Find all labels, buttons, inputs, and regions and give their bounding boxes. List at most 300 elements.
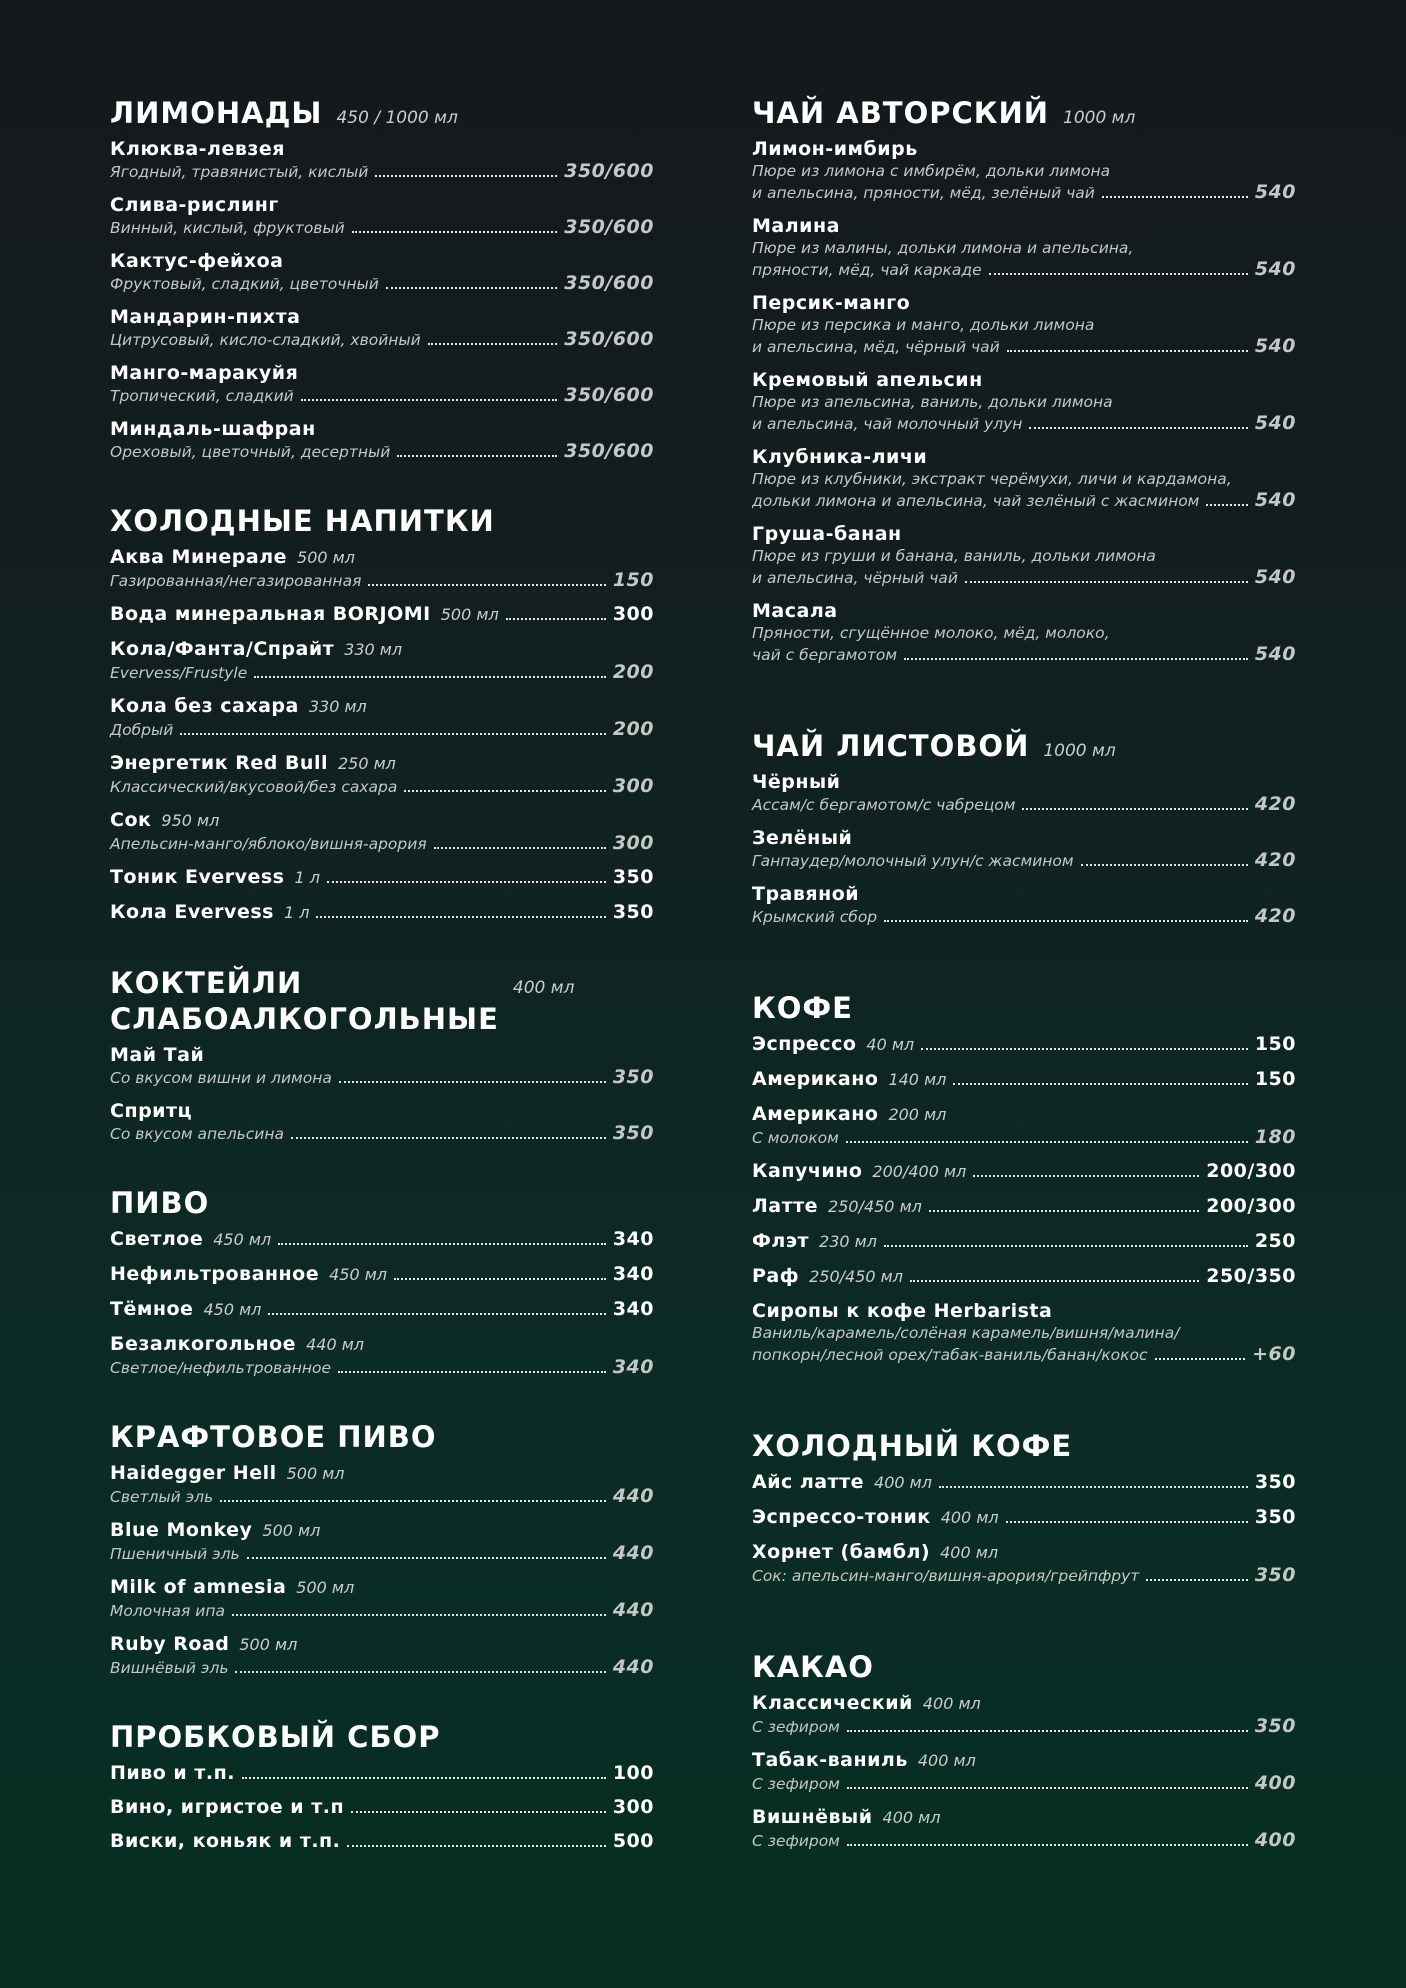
- item-name-row: [110, 1332, 654, 1357]
- item-description: [752, 794, 1296, 816]
- menu-section: [110, 1719, 654, 1853]
- item-name: Энергетик Red Bull: [110, 752, 328, 774]
- item-name-row: [752, 1264, 1296, 1289]
- item-price: 200: [612, 661, 654, 683]
- menu-item: [110, 361, 654, 407]
- item-name-row: [752, 1194, 1296, 1219]
- dot-leader: [316, 916, 605, 918]
- menu-item: [752, 214, 1296, 281]
- menu-section: [752, 1428, 1296, 1587]
- menu-section: [752, 728, 1296, 928]
- item-description-text: попкорн/лесной орех/табак-ваниль/банан/кокос: [752, 1346, 1148, 1364]
- item-name: Лимон-имбирь: [752, 138, 918, 160]
- item-name-row: [752, 1691, 1296, 1716]
- section-header: [110, 1719, 654, 1755]
- dot-leader: [506, 618, 606, 620]
- menu-item: [752, 1032, 1296, 1057]
- item-name: Американо: [752, 1068, 879, 1090]
- item-name-row: [110, 1099, 654, 1123]
- item-price: 300: [612, 603, 654, 625]
- item-name: Латте: [752, 1195, 819, 1217]
- menu-section: [110, 503, 654, 925]
- item-name: Тоник Evervess: [110, 866, 285, 888]
- menu-section: [110, 1185, 654, 1379]
- item-name-row: [752, 1505, 1296, 1530]
- menu-item: [752, 1540, 1296, 1587]
- item-description-text: Пюре из малины, дольки лимона и апельсина,: [752, 239, 1134, 257]
- item-price: 350/600: [564, 328, 654, 350]
- item-description: [752, 1830, 1296, 1852]
- item-name: Раф: [752, 1265, 800, 1287]
- item-volume: 500 мл: [440, 605, 499, 624]
- dot-leader: [921, 1048, 1248, 1050]
- item-name-row: [110, 1761, 654, 1785]
- item-name-row: [110, 1227, 654, 1252]
- section-header: [110, 1419, 654, 1455]
- item-name-row: [110, 1461, 654, 1486]
- item-description: [752, 906, 1296, 928]
- item-name: Зелёный: [752, 827, 853, 849]
- item-name: Безалкогольное: [110, 1333, 297, 1355]
- item-volume: 200/400 мл: [872, 1162, 967, 1181]
- menu-item: [752, 1102, 1296, 1149]
- dot-leader: [347, 1845, 605, 1847]
- menu-item: [110, 137, 654, 183]
- item-name-row: [752, 1067, 1296, 1092]
- item-description-text: и апельсина, чай молочный улун: [752, 415, 1023, 433]
- menu-item: [110, 900, 654, 925]
- item-price: 540: [1254, 643, 1296, 665]
- item-name: Кремовый апельсин: [752, 369, 983, 391]
- section-volume-note: 1000 мл: [1043, 741, 1116, 761]
- menu-item: [110, 305, 654, 351]
- item-description-text: Пюре из апельсина, ваниль, дольки лимона: [752, 393, 1113, 411]
- item-price: 500: [612, 1830, 654, 1852]
- item-price: 440: [612, 1485, 654, 1507]
- dot-leader: [404, 790, 605, 792]
- dot-leader: [1007, 350, 1248, 352]
- item-price: 540: [1254, 489, 1296, 511]
- dot-leader: [351, 1811, 606, 1813]
- item-name-row: [752, 1102, 1296, 1127]
- menu-item: [752, 1470, 1296, 1495]
- item-description: [752, 259, 1296, 281]
- item-description: [752, 623, 1296, 644]
- item-name-row: [110, 637, 654, 662]
- item-name-row: [752, 1540, 1296, 1565]
- item-name: Пиво и т.п.: [110, 1762, 235, 1784]
- item-price: 420: [1254, 793, 1296, 815]
- item-description: [110, 1543, 654, 1565]
- item-name-row: [752, 599, 1296, 623]
- item-volume: 1 л: [294, 868, 320, 887]
- menu-item: [752, 1229, 1296, 1254]
- dot-leader: [989, 273, 1248, 275]
- item-description-text: Сок: апельсин-манго/вишня-арория/грейпфрут: [752, 1567, 1140, 1585]
- item-name-row: [110, 900, 654, 925]
- item-name: Клюква-левзея: [110, 138, 285, 160]
- dot-leader: [220, 1500, 606, 1502]
- dot-leader: [904, 658, 1248, 660]
- item-description: [752, 546, 1296, 567]
- item-name: Клубника-личи: [752, 446, 928, 468]
- menu-item: [110, 637, 654, 684]
- menu-item: [752, 1748, 1296, 1795]
- item-name: Нефильтрованное: [110, 1263, 320, 1285]
- item-description: [752, 1344, 1296, 1366]
- item-price: 350: [1254, 1471, 1296, 1493]
- item-name-row: [110, 305, 654, 329]
- item-name: Вишнёвый: [752, 1806, 873, 1828]
- dot-leader: [278, 1243, 606, 1245]
- dot-leader: [973, 1175, 1199, 1177]
- dot-leader: [846, 1141, 1248, 1143]
- item-description-text: Классический/вкусовой/без сахара: [110, 778, 398, 796]
- item-name-row: [110, 1829, 654, 1853]
- item-volume: 950 мл: [161, 811, 220, 830]
- item-description: [110, 385, 654, 407]
- item-description: [752, 315, 1296, 336]
- item-price: 350/600: [564, 160, 654, 182]
- menu-item: [752, 445, 1296, 512]
- item-price: 440: [612, 1656, 654, 1678]
- item-description-text: Светлый эль: [110, 1488, 214, 1506]
- item-name: Сиропы к кофе Herbarista: [752, 1300, 1053, 1322]
- menu-section: [752, 95, 1296, 666]
- item-description-text: Ассам/с бергамотом/с чабрецом: [752, 796, 1016, 814]
- item-price: 350: [612, 1122, 654, 1144]
- dot-leader: [180, 733, 606, 735]
- item-description-text: Светлое/нефильтрованное: [110, 1359, 331, 1377]
- item-volume: 440 мл: [306, 1335, 364, 1354]
- section-header: [752, 1428, 1296, 1464]
- item-name-row: [110, 602, 654, 627]
- item-name-row: [110, 1795, 654, 1819]
- item-name: Вино, игристое и т.п: [110, 1796, 345, 1818]
- item-description-text: С молоком: [752, 1129, 839, 1147]
- menu-item: [110, 1632, 654, 1679]
- item-name-row: [110, 694, 654, 719]
- menu-section: [110, 965, 654, 1145]
- section-header: [752, 95, 1296, 131]
- item-description-text: Добрый: [110, 721, 174, 739]
- item-name-row: [110, 193, 654, 217]
- item-description-text: Ягодный, травянистый, кислый: [110, 163, 369, 181]
- item-description-text: Апельсин-манго/яблоко/вишня-арория: [110, 835, 427, 853]
- item-volume: 400 мл: [882, 1808, 941, 1827]
- item-description-text: Пюре из груши и банана, ваниль, дольки лимона: [752, 547, 1156, 565]
- dot-leader: [242, 1777, 606, 1779]
- item-volume: 140 мл: [888, 1070, 947, 1089]
- item-description-text: Ваниль/карамель/солёная карамель/вишня/малина/: [752, 1324, 1180, 1342]
- item-name-row: [752, 770, 1296, 794]
- dot-leader: [1081, 864, 1248, 866]
- menu-item: [110, 1575, 654, 1622]
- item-description: [110, 719, 654, 741]
- item-volume: 400 мл: [874, 1473, 932, 1492]
- item-name: Кола Evervess: [110, 901, 274, 923]
- dot-leader: [247, 1557, 606, 1559]
- item-description-text: Пюре из клубники, экстракт черёмухи, личи и кардамона,: [752, 470, 1232, 488]
- section-header: [110, 95, 654, 131]
- item-description: [752, 1773, 1296, 1795]
- menu-item: [752, 1067, 1296, 1092]
- item-description-text: Пюре из лимона с имбирём, дольки лимона: [752, 162, 1111, 180]
- item-volume: 250 мл: [337, 754, 396, 773]
- item-price: 300: [612, 775, 654, 797]
- item-name-row: [752, 1032, 1296, 1057]
- item-name: Milk of amnesia: [110, 1576, 287, 1598]
- dot-leader: [338, 1371, 606, 1373]
- item-price: 340: [612, 1356, 654, 1378]
- dot-leader: [910, 1280, 1199, 1282]
- menu-item: [110, 1297, 654, 1322]
- item-name: Аква Минерале: [110, 546, 288, 568]
- dot-leader: [375, 175, 557, 177]
- menu-item: [752, 522, 1296, 589]
- item-description: [110, 1357, 654, 1379]
- item-name: Мандарин-пихта: [110, 306, 301, 328]
- dot-leader: [235, 1671, 605, 1673]
- item-name: Слива-рислинг: [110, 194, 279, 216]
- dot-leader: [1155, 1358, 1246, 1360]
- item-description: [110, 776, 654, 798]
- item-name-row: [110, 1518, 654, 1543]
- item-name-row: [752, 1470, 1296, 1495]
- item-price: 340: [612, 1228, 654, 1250]
- item-volume: 500 мл: [239, 1635, 298, 1654]
- item-name-row: [110, 137, 654, 161]
- item-price: 540: [1254, 566, 1296, 588]
- section-header: [110, 503, 654, 539]
- item-volume: 40 мл: [866, 1035, 915, 1054]
- section-title: КАКАО: [752, 1650, 874, 1684]
- dot-leader: [394, 1278, 606, 1280]
- item-description-text: С зефиром: [752, 1775, 840, 1793]
- item-name: Груша-банан: [752, 523, 902, 545]
- section-title: КОФЕ: [752, 991, 853, 1025]
- dot-leader: [397, 455, 557, 457]
- item-name-row: [752, 1229, 1296, 1254]
- item-description: [110, 662, 654, 684]
- menu-item: [752, 770, 1296, 816]
- section-title: ЧАЙ АВТОРСКИЙ: [752, 96, 1050, 130]
- item-description: [110, 1486, 654, 1508]
- item-name-row: [752, 522, 1296, 546]
- section-header: [752, 1649, 1296, 1685]
- item-volume: 450 мл: [329, 1265, 388, 1284]
- item-description-text: Винный, кислый, фруктовый: [110, 219, 345, 237]
- item-description-text: пряности, мёд, чай каркаде: [752, 261, 982, 279]
- menu-item: [752, 137, 1296, 204]
- section-title: ЧАЙ ЛИСТОВОЙ: [752, 729, 1030, 763]
- menu-section: [752, 1649, 1296, 1852]
- dot-leader: [301, 399, 558, 401]
- section-title: КРАФТОВОЕ ПИВО: [110, 1420, 437, 1454]
- item-name-row: [110, 545, 654, 570]
- item-description-text: Газированная/негазированная: [110, 572, 362, 590]
- item-description: [110, 1123, 654, 1145]
- item-name-row: [752, 137, 1296, 161]
- item-description-text: Пшеничный эль: [110, 1545, 240, 1563]
- menu-item: [110, 1099, 654, 1145]
- item-name: Айс латте: [752, 1471, 865, 1493]
- menu-item: [752, 368, 1296, 435]
- menu-section: [110, 1419, 654, 1679]
- dot-leader: [929, 1210, 1199, 1212]
- item-volume: 500 мл: [286, 1464, 345, 1483]
- dot-leader: [884, 920, 1248, 922]
- item-name: Эспрессо: [752, 1033, 857, 1055]
- item-name: Хорнет (бамбл): [752, 1541, 931, 1563]
- dot-leader: [847, 1844, 1248, 1846]
- section-header: [110, 1185, 654, 1221]
- menu-item: [110, 1043, 654, 1089]
- item-price: 540: [1254, 181, 1296, 203]
- item-volume: 500 мл: [297, 548, 355, 567]
- item-volume: 330 мл: [308, 697, 367, 716]
- item-price: 350/600: [564, 384, 654, 406]
- item-description-text: Вишнёвый эль: [110, 1659, 229, 1677]
- item-description: [752, 238, 1296, 259]
- item-description-text: Тропический, сладкий: [110, 387, 294, 405]
- item-description: [110, 441, 654, 463]
- menu-item: [110, 417, 654, 463]
- item-price: 350: [612, 866, 654, 888]
- item-price: 300: [612, 1796, 654, 1818]
- item-description-text: Evervess/Frustyle: [110, 664, 248, 682]
- item-description-text: и апельсина, чёрный чай: [752, 569, 958, 587]
- dot-leader: [1146, 1579, 1248, 1581]
- item-name: Haidegger Hell: [110, 1462, 277, 1484]
- menu-item: [110, 751, 654, 798]
- item-volume: 400 мл: [917, 1751, 976, 1770]
- menu-item: [110, 1227, 654, 1252]
- section-title: ПРОБКОВЫЙ СБОР: [110, 1720, 441, 1754]
- item-description-text: чай с бергамотом: [752, 646, 898, 664]
- item-description-text: Со вкусом вишни и лимона: [110, 1069, 332, 1087]
- dot-leader: [434, 847, 606, 849]
- menu-item: [110, 808, 654, 855]
- item-name: Травяной: [752, 883, 860, 905]
- item-description: [110, 1657, 654, 1679]
- item-price: 540: [1254, 335, 1296, 357]
- item-name: Персик-манго: [752, 292, 911, 314]
- item-volume: 250/450 мл: [809, 1267, 903, 1286]
- item-name-row: [110, 808, 654, 833]
- item-description-text: дольки лимона и апельсина, чай зелёный с жасмином: [752, 492, 1200, 510]
- dot-leader: [327, 881, 606, 883]
- menu-item: [752, 1299, 1296, 1366]
- section-header: [752, 990, 1296, 1026]
- item-description: [752, 850, 1296, 872]
- item-price: 180: [1254, 1126, 1296, 1148]
- menu-item: [110, 545, 654, 592]
- menu-item: [752, 1505, 1296, 1530]
- menu-item: [110, 1518, 654, 1565]
- item-name-row: [752, 1299, 1296, 1323]
- item-volume: 400 мл: [940, 1543, 999, 1562]
- item-description: [752, 469, 1296, 490]
- item-price: 150: [1254, 1033, 1296, 1055]
- item-price: 100: [612, 1762, 654, 1784]
- item-price: 400: [1254, 1772, 1296, 1794]
- menu-item: [752, 1805, 1296, 1852]
- section-volume-note: 450 / 1000 мл: [336, 108, 458, 128]
- item-price: 350: [1254, 1715, 1296, 1737]
- item-price: 440: [612, 1542, 654, 1564]
- item-description: [752, 644, 1296, 666]
- menu-item: [110, 1761, 654, 1785]
- menu-section: [110, 95, 654, 463]
- item-description-text: и апельсина, мёд, чёрный чай: [752, 338, 1000, 356]
- item-name: Май Тай: [110, 1044, 205, 1066]
- item-description-text: Ганпаудер/молочный улун/с жасмином: [752, 852, 1074, 870]
- item-price: 350: [1254, 1564, 1296, 1586]
- dot-leader: [428, 343, 558, 345]
- item-name-row: [110, 1575, 654, 1600]
- item-name-row: [110, 361, 654, 385]
- item-description-text: С зефиром: [752, 1832, 840, 1850]
- dot-leader: [953, 1083, 1247, 1085]
- item-description: [110, 833, 654, 855]
- dot-leader: [1102, 196, 1248, 198]
- menu-item: [752, 826, 1296, 872]
- menu-item: [110, 1829, 654, 1853]
- item-name-row: [110, 249, 654, 273]
- section-volume-note: 400 мл: [512, 978, 575, 998]
- item-description: [752, 1323, 1296, 1344]
- item-description: [752, 490, 1296, 512]
- menu-item: [110, 193, 654, 239]
- section-title: ХОЛОДНЫЙ КОФЕ: [752, 1429, 1073, 1463]
- item-description-text: Молочная ипа: [110, 1602, 225, 1620]
- item-price: 440: [612, 1599, 654, 1621]
- item-name-row: [110, 417, 654, 441]
- section-header: [752, 728, 1296, 764]
- item-name-row: [752, 368, 1296, 392]
- item-name: Blue Monkey: [110, 1519, 253, 1541]
- item-name-row: [752, 291, 1296, 315]
- dot-leader: [352, 231, 557, 233]
- item-description: [110, 1067, 654, 1089]
- menu-item: [752, 1691, 1296, 1738]
- item-name: Малина: [752, 215, 840, 237]
- item-description: [752, 1127, 1296, 1149]
- item-price: 200: [612, 718, 654, 740]
- item-volume: 330 мл: [344, 640, 403, 659]
- item-description-text: Со вкусом апельсина: [110, 1125, 284, 1143]
- item-name-row: [110, 1262, 654, 1287]
- left-column: [110, 95, 654, 1863]
- item-volume: 250/450 мл: [828, 1197, 922, 1216]
- item-name: Светлое: [110, 1228, 204, 1250]
- item-name: Кола без сахара: [110, 695, 299, 717]
- item-name: Вода минеральная BORJOMI: [110, 603, 431, 625]
- item-name: Манго-маракуйя: [110, 362, 299, 384]
- item-price: 350: [612, 1066, 654, 1088]
- item-name: Миндаль-шафран: [110, 418, 316, 440]
- menu-item: [752, 599, 1296, 666]
- dot-leader: [368, 584, 605, 586]
- item-name-row: [752, 826, 1296, 850]
- item-price: +60: [1252, 1343, 1296, 1365]
- menu-item: [110, 694, 654, 741]
- item-description-text: Ореховый, цветочный, десертный: [110, 443, 391, 461]
- item-description: [110, 570, 654, 592]
- item-name: Флэт: [752, 1230, 810, 1252]
- dot-leader: [965, 581, 1248, 583]
